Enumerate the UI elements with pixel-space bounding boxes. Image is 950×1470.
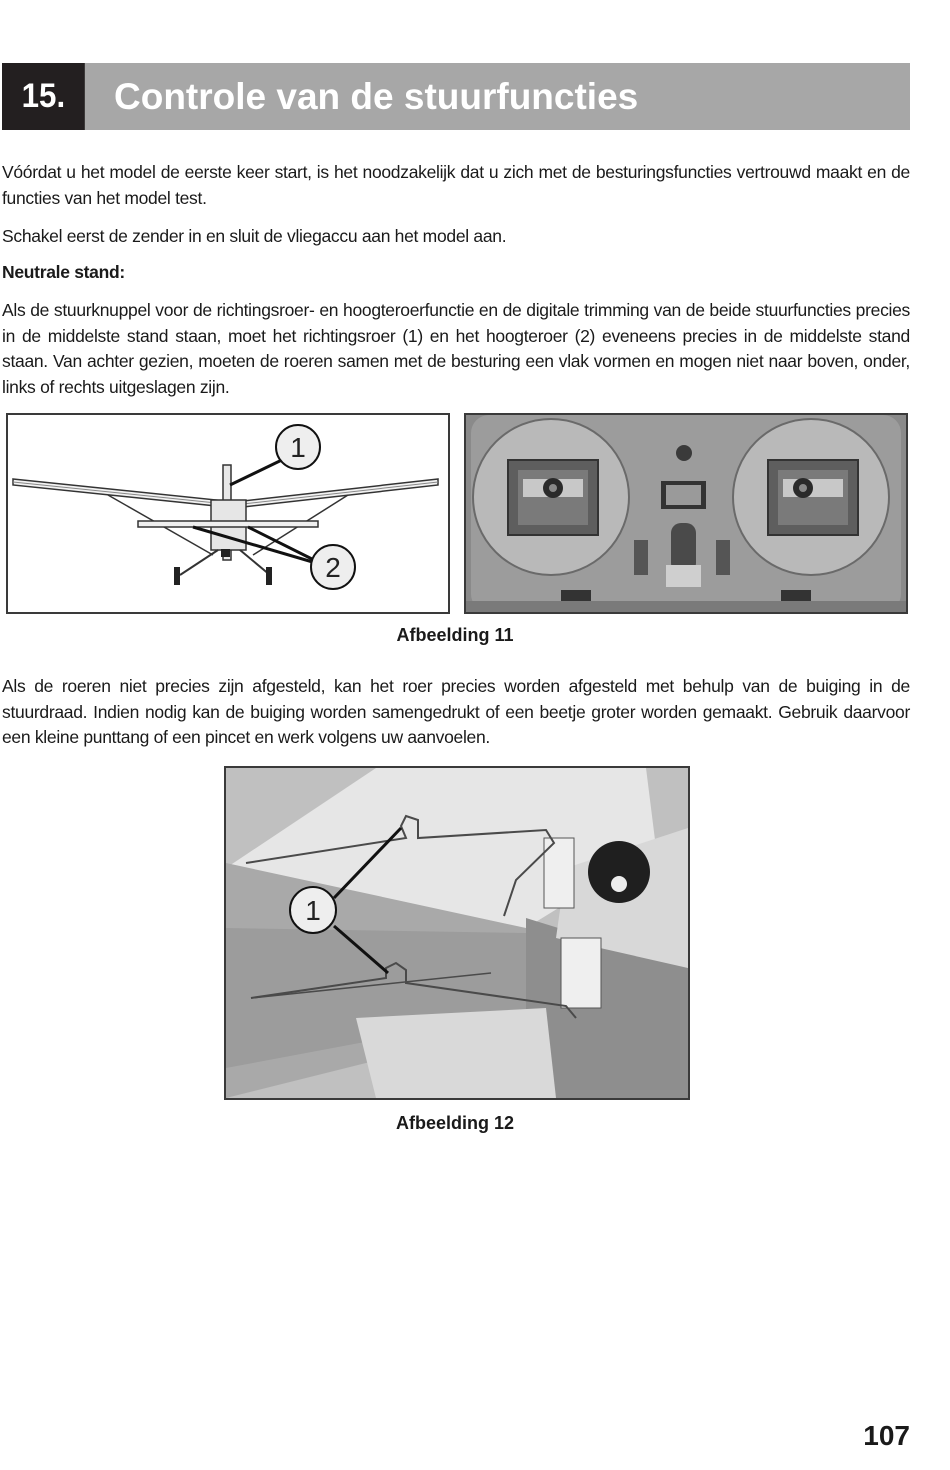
fig12-callout-1: 1 xyxy=(305,895,321,926)
figure-12-caption: Afbeelding 12 xyxy=(395,1113,515,1133)
fig11-callout-1: 1 xyxy=(290,432,306,463)
transmitter-photo xyxy=(466,415,906,612)
page-number: 107 xyxy=(863,1420,910,1451)
adjust-paragraph: Als de roeren niet precies zijn afgesteld, kan het roer precies worden afgesteld met behulp van de buiging in de stuurdraad. Indien nodig kan de buiging worden samengedrukt of een beetje groter worden gemaakt. Gebruik daarvoor een kleine punttang of een pincet en werk volgens uw aanvoelen. xyxy=(2,676,910,747)
airplane-rear-view-drawing xyxy=(8,415,448,612)
section-title: Controle van de stuurfuncties xyxy=(114,76,639,117)
section-header xyxy=(2,63,910,130)
control-wire-photo-figure xyxy=(224,766,690,1100)
neutral-paragraph: Als de stuurknuppel voor de richtingsroer- en hoogteroerfunctie en de digitale trimming van de beide stuurfuncties precies in de middelste stand staan, moet het richtingsroer (1) en het hoogteroer (2) eveneens precies in de middelste stand staan. Van achter gezien, moeten de roeren samen met de besturing een vlak vormen en mogen niet naar boven, onder, links of rechts uitgeslagen zijn. xyxy=(2,300,910,397)
fig11-callout-2: 2 xyxy=(325,552,341,583)
neutral-heading: Neutrale stand: xyxy=(2,262,125,282)
airplane-rear-view-figure xyxy=(6,413,450,614)
transmitter-photo-figure xyxy=(464,413,908,614)
control-wire-photo xyxy=(226,768,688,1098)
figure-11-caption: Afbeelding 11 xyxy=(396,625,514,645)
intro-paragraph: Vóórdat u het model de eerste keer start, is het noodzakelijk dat u zich met de besturingsfuncties vertrouwd maakt en de functies van het model test. xyxy=(2,162,910,208)
switch-on-paragraph: Schakel eerst de zender in en sluit de vliegaccu aan het model aan. xyxy=(2,226,507,246)
section-number: 15. xyxy=(2,63,85,130)
